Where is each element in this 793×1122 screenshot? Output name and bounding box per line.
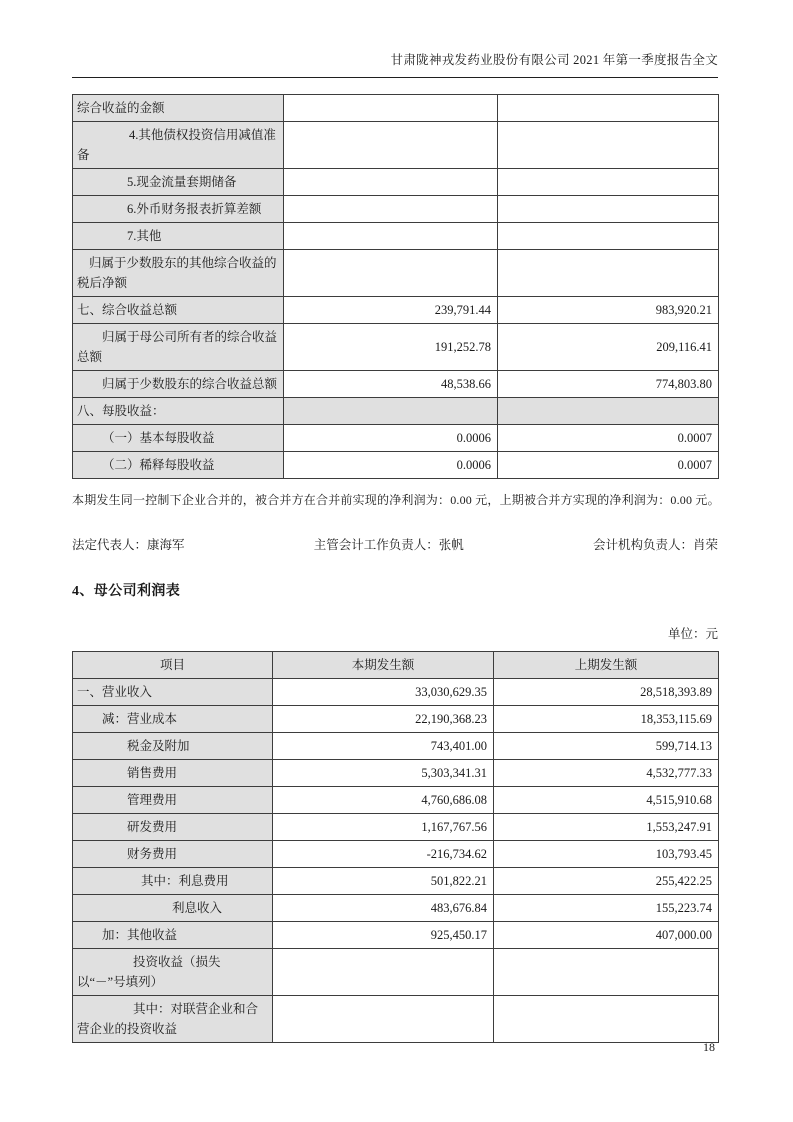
current-period-value xyxy=(284,95,498,122)
row-label: 6.外币财务报表折算差额 xyxy=(73,196,284,223)
table-row xyxy=(73,679,719,706)
table-row xyxy=(73,841,719,868)
prior-period-value: 103,793.45 xyxy=(494,841,719,868)
table-row xyxy=(73,169,719,196)
current-period-value: -216,734.62 xyxy=(273,841,494,868)
current-period-value xyxy=(284,122,498,169)
table-row xyxy=(73,868,719,895)
row-label: 归属于母公司所有者的综合收益总额 xyxy=(73,324,284,371)
row-label: 减：营业成本 xyxy=(73,706,273,733)
row-label: 一、营业收入 xyxy=(73,679,273,706)
row-label: 七、综合收益总额 xyxy=(73,297,284,324)
chief-accountant-signature: 主管会计工作负责人：张帆 xyxy=(313,538,464,552)
prior-period-value: 155,223.74 xyxy=(494,895,719,922)
document-header-title: 甘肃陇神戎发药业股份有限公司 2021 年第一季度报告全文 xyxy=(72,50,718,78)
prior-period-value xyxy=(494,949,719,996)
row-label: 财务费用 xyxy=(73,841,273,868)
prior-period-value xyxy=(498,122,719,169)
table-row xyxy=(73,297,719,324)
column-header-item: 项目 xyxy=(73,652,273,679)
row-label: 归属于少数股东的其他综合收益的税后净额 xyxy=(73,250,284,297)
prior-period-value xyxy=(498,95,719,122)
table-row xyxy=(73,398,719,425)
signature-row xyxy=(72,535,718,553)
table-row xyxy=(73,949,719,996)
unit-label: 单位：元 xyxy=(667,627,718,641)
table-row xyxy=(73,706,719,733)
column-header-prior-period: 上期发生额 xyxy=(494,652,719,679)
table-row xyxy=(73,250,719,297)
row-label: 利息收入 xyxy=(73,895,273,922)
table-row xyxy=(73,895,719,922)
current-period-value xyxy=(284,196,498,223)
row-label: 投资收益（损失以“－”号填列） xyxy=(73,949,273,996)
prior-period-value xyxy=(498,398,719,425)
row-label: （一）基本每股收益 xyxy=(73,425,284,452)
table-row xyxy=(73,922,719,949)
prior-period-value: 983,920.21 xyxy=(498,297,719,324)
row-label: 税金及附加 xyxy=(73,733,273,760)
prior-period-value xyxy=(498,250,719,297)
prior-period-value: 255,422.25 xyxy=(494,868,719,895)
page-number: 18 xyxy=(703,1040,715,1054)
row-label: 4.其他债权投资信用减值准备 xyxy=(73,122,284,169)
prior-period-value: 18,353,115.69 xyxy=(494,706,719,733)
prior-period-value xyxy=(494,996,719,1043)
prior-period-value: 1,553,247.91 xyxy=(494,814,719,841)
current-period-value: 483,676.84 xyxy=(273,895,494,922)
current-period-value: 48,538.66 xyxy=(284,371,498,398)
current-period-value xyxy=(273,996,494,1043)
row-label: 销售费用 xyxy=(73,760,273,787)
table-row xyxy=(73,452,719,479)
current-period-value: 1,167,767.56 xyxy=(273,814,494,841)
row-label: 其中：对联营企业和合营企业的投资收益 xyxy=(73,996,273,1043)
row-label: 归属于少数股东的综合收益总额 xyxy=(73,371,284,398)
current-period-value: 0.0006 xyxy=(284,425,498,452)
current-period-value xyxy=(284,223,498,250)
prior-period-value xyxy=(498,169,719,196)
parent-company-income-statement-table xyxy=(72,651,719,1043)
comprehensive-income-table xyxy=(72,94,719,479)
current-period-value: 925,450.17 xyxy=(273,922,494,949)
prior-period-value: 209,116.41 xyxy=(498,324,719,371)
current-period-value xyxy=(273,949,494,996)
row-label: 7.其他 xyxy=(73,223,284,250)
prior-period-value: 28,518,393.89 xyxy=(494,679,719,706)
table-row xyxy=(73,733,719,760)
table-row xyxy=(73,996,719,1043)
row-label: 研发费用 xyxy=(73,814,273,841)
table-row xyxy=(73,787,719,814)
current-period-value: 191,252.78 xyxy=(284,324,498,371)
current-period-value xyxy=(284,398,498,425)
table-header-row xyxy=(73,652,719,679)
section-title: 4、母公司利润表 xyxy=(72,584,181,599)
current-period-value: 743,401.00 xyxy=(273,733,494,760)
report-page xyxy=(72,50,718,1043)
row-label: 5.现金流量套期储备 xyxy=(73,169,284,196)
row-label: 综合收益的金额 xyxy=(73,95,284,122)
table-row xyxy=(73,371,719,398)
current-period-value: 0.0006 xyxy=(284,452,498,479)
table-row xyxy=(73,814,719,841)
prior-period-value: 0.0007 xyxy=(498,425,719,452)
current-period-value: 22,190,368.23 xyxy=(273,706,494,733)
table-row xyxy=(73,122,719,169)
prior-period-value: 0.0007 xyxy=(498,452,719,479)
table-row xyxy=(73,760,719,787)
prior-period-value xyxy=(498,223,719,250)
current-period-value: 501,822.21 xyxy=(273,868,494,895)
current-period-value: 4,760,686.08 xyxy=(273,787,494,814)
prior-period-value: 599,714.13 xyxy=(494,733,719,760)
row-label: 其中：利息费用 xyxy=(73,868,273,895)
column-header-current-period: 本期发生额 xyxy=(273,652,494,679)
row-label: 八、每股收益： xyxy=(73,398,284,425)
table-row xyxy=(73,425,719,452)
current-period-value xyxy=(284,250,498,297)
row-label: （二）稀释每股收益 xyxy=(73,452,284,479)
row-label: 管理费用 xyxy=(73,787,273,814)
prior-period-value: 4,515,910.68 xyxy=(494,787,719,814)
prior-period-value: 407,000.00 xyxy=(494,922,719,949)
legal-representative-signature: 法定代表人：康海军 xyxy=(72,538,185,552)
current-period-value xyxy=(284,169,498,196)
merger-note: 本期发生同一控制下企业合并的，被合并方在合并前实现的净利润为：0.00 元，上期被合并方实现的净利润为：0.00 元。 xyxy=(72,493,720,507)
row-label: 加：其他收益 xyxy=(73,922,273,949)
accounting-head-signature: 会计机构负责人：肖荣 xyxy=(592,538,718,552)
prior-period-value: 4,532,777.33 xyxy=(494,760,719,787)
table-row xyxy=(73,196,719,223)
current-period-value: 239,791.44 xyxy=(284,297,498,324)
prior-period-value: 774,803.80 xyxy=(498,371,719,398)
prior-period-value xyxy=(498,196,719,223)
table-row xyxy=(73,324,719,371)
current-period-value: 33,030,629.35 xyxy=(273,679,494,706)
current-period-value: 5,303,341.31 xyxy=(273,760,494,787)
table-row xyxy=(73,95,719,122)
table-row xyxy=(73,223,719,250)
